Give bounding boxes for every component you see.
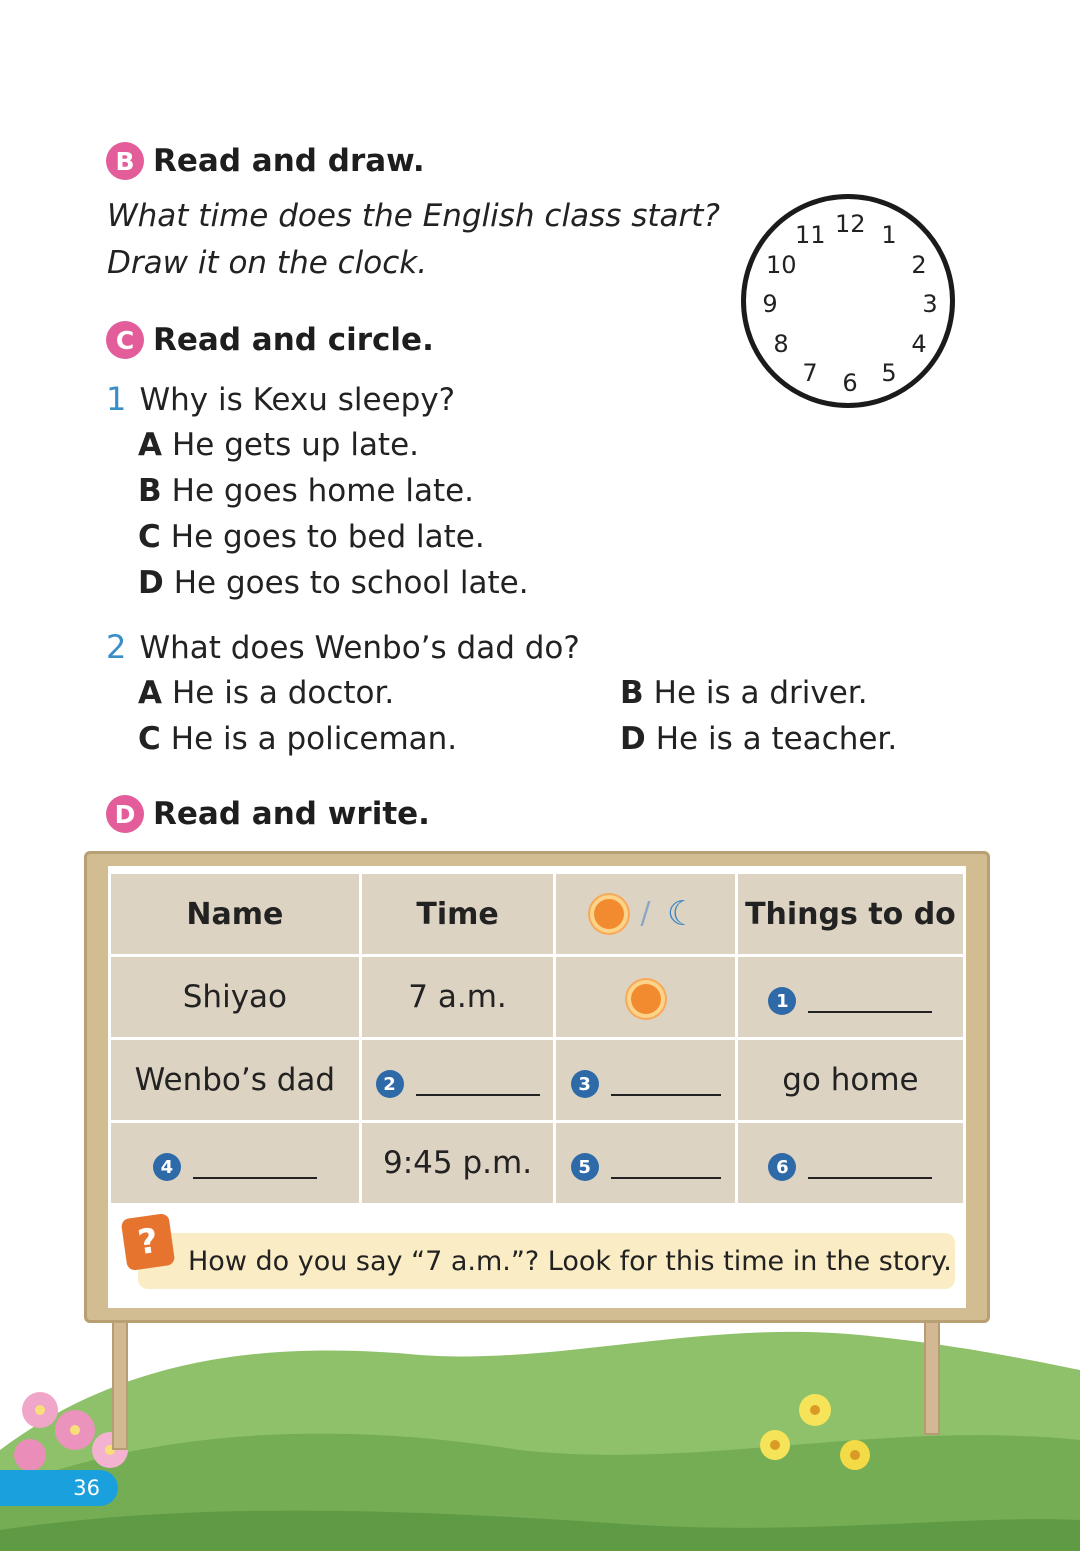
option-letter: A [138,427,162,463]
blank-number: 6 [768,1153,796,1181]
cell-things[interactable] [736,956,964,1039]
question-text: Why is Kexu sleepy? [139,382,456,418]
option-b[interactable] [138,473,474,509]
cell-things[interactable] [736,1122,964,1205]
option-text: He is a teacher. [655,721,898,757]
header-time: Time [360,873,555,956]
blank-line[interactable] [416,1072,540,1096]
cell-name[interactable] [110,1122,361,1205]
option-d[interactable] [620,721,897,757]
blank-number: 4 [153,1153,181,1181]
table-row [110,1039,965,1122]
blank-line[interactable] [808,1155,932,1179]
blank-number: 5 [571,1153,599,1181]
option-c[interactable] [138,721,457,757]
clock-number: 12 [835,210,866,238]
cell-day-night [555,956,737,1039]
sun-icon [631,984,661,1014]
schedule-table [108,871,966,1206]
cell-time: 7 a.m. [360,956,555,1039]
blank-number: 2 [376,1070,404,1098]
clock-face[interactable] [741,194,955,408]
board-post [924,1320,940,1435]
section-d-heading [106,795,430,833]
option-letter: D [138,565,164,601]
table-header-row [110,873,965,956]
clock-number: 10 [766,251,797,279]
option-text: He goes home late. [171,473,475,509]
section-title: Read and draw. [153,143,425,179]
question-text: What does Wenbo’s dad do? [139,630,580,666]
blank-line[interactable] [193,1155,317,1179]
option-a[interactable] [138,427,419,463]
blank-line[interactable] [611,1072,721,1096]
question-number: 2 [106,628,127,666]
option-letter: C [138,519,161,555]
blank-number: 1 [768,987,796,1015]
section-title: Read and circle. [153,322,434,358]
instruction-line: What time does the English class start? [107,198,720,234]
table-row [110,1122,965,1205]
section-badge: C [106,321,144,359]
cell-things: go home [736,1039,964,1122]
section-c-heading [106,321,434,359]
option-text: He gets up late. [172,427,420,463]
hint-text: How do you say “7 a.m.”? Look for this time in the story. [188,1245,952,1277]
cell-name: Wenbo’s dad [110,1039,361,1122]
slash: / [640,895,651,931]
grass-landscape [0,1300,1080,1551]
clock-number: 9 [762,290,778,318]
blank-line[interactable] [808,989,932,1013]
option-c[interactable] [138,519,485,555]
option-letter: B [138,473,162,509]
page-number: 36 [0,1470,118,1506]
question-number: 1 [106,380,127,418]
option-letter: B [620,675,644,711]
question-2 [106,628,580,666]
question-1 [106,380,455,418]
sun-icon [594,899,624,929]
option-a[interactable] [138,675,394,711]
option-text: He is a driver. [653,675,868,711]
clock-number: 6 [842,369,858,397]
option-b[interactable] [620,675,868,711]
section-badge: D [106,795,144,833]
blank-line[interactable] [611,1155,721,1179]
option-text: He goes to school late. [173,565,529,601]
section-b-heading [106,142,425,180]
option-letter: C [138,721,161,757]
cell-time: 9:45 p.m. [360,1122,555,1205]
table-row [110,956,965,1039]
blank-number: 3 [571,1070,599,1098]
header-day-night [555,873,737,956]
hint-box [138,1233,955,1289]
instruction-line: Draw it on the clock. [107,245,428,281]
option-text: He is a doctor. [172,675,395,711]
clock-number: 7 [802,359,818,387]
cell-day-night[interactable] [555,1122,737,1205]
option-letter: A [138,675,162,711]
clock-number: 1 [881,221,897,249]
board-post [112,1320,128,1450]
clock-number: 2 [911,251,927,279]
moon-icon: ☾ [666,894,698,934]
question-mark-icon: ? [121,1213,176,1271]
option-letter: D [620,721,646,757]
cell-name: Shiyao [110,956,361,1039]
option-text: He goes to bed late. [170,519,485,555]
clock-number: 4 [911,330,927,358]
cell-day-night[interactable] [555,1039,737,1122]
clock-number: 8 [773,330,789,358]
option-text: He is a policeman. [170,721,458,757]
section-title: Read and write. [153,796,430,832]
clock-number: 3 [922,290,938,318]
header-name: Name [110,873,361,956]
header-things: Things to do [736,873,964,956]
option-d[interactable] [138,565,529,601]
clock-number: 11 [795,221,826,249]
cell-time[interactable] [360,1039,555,1122]
section-badge: B [106,142,144,180]
clock-number: 5 [881,359,897,387]
